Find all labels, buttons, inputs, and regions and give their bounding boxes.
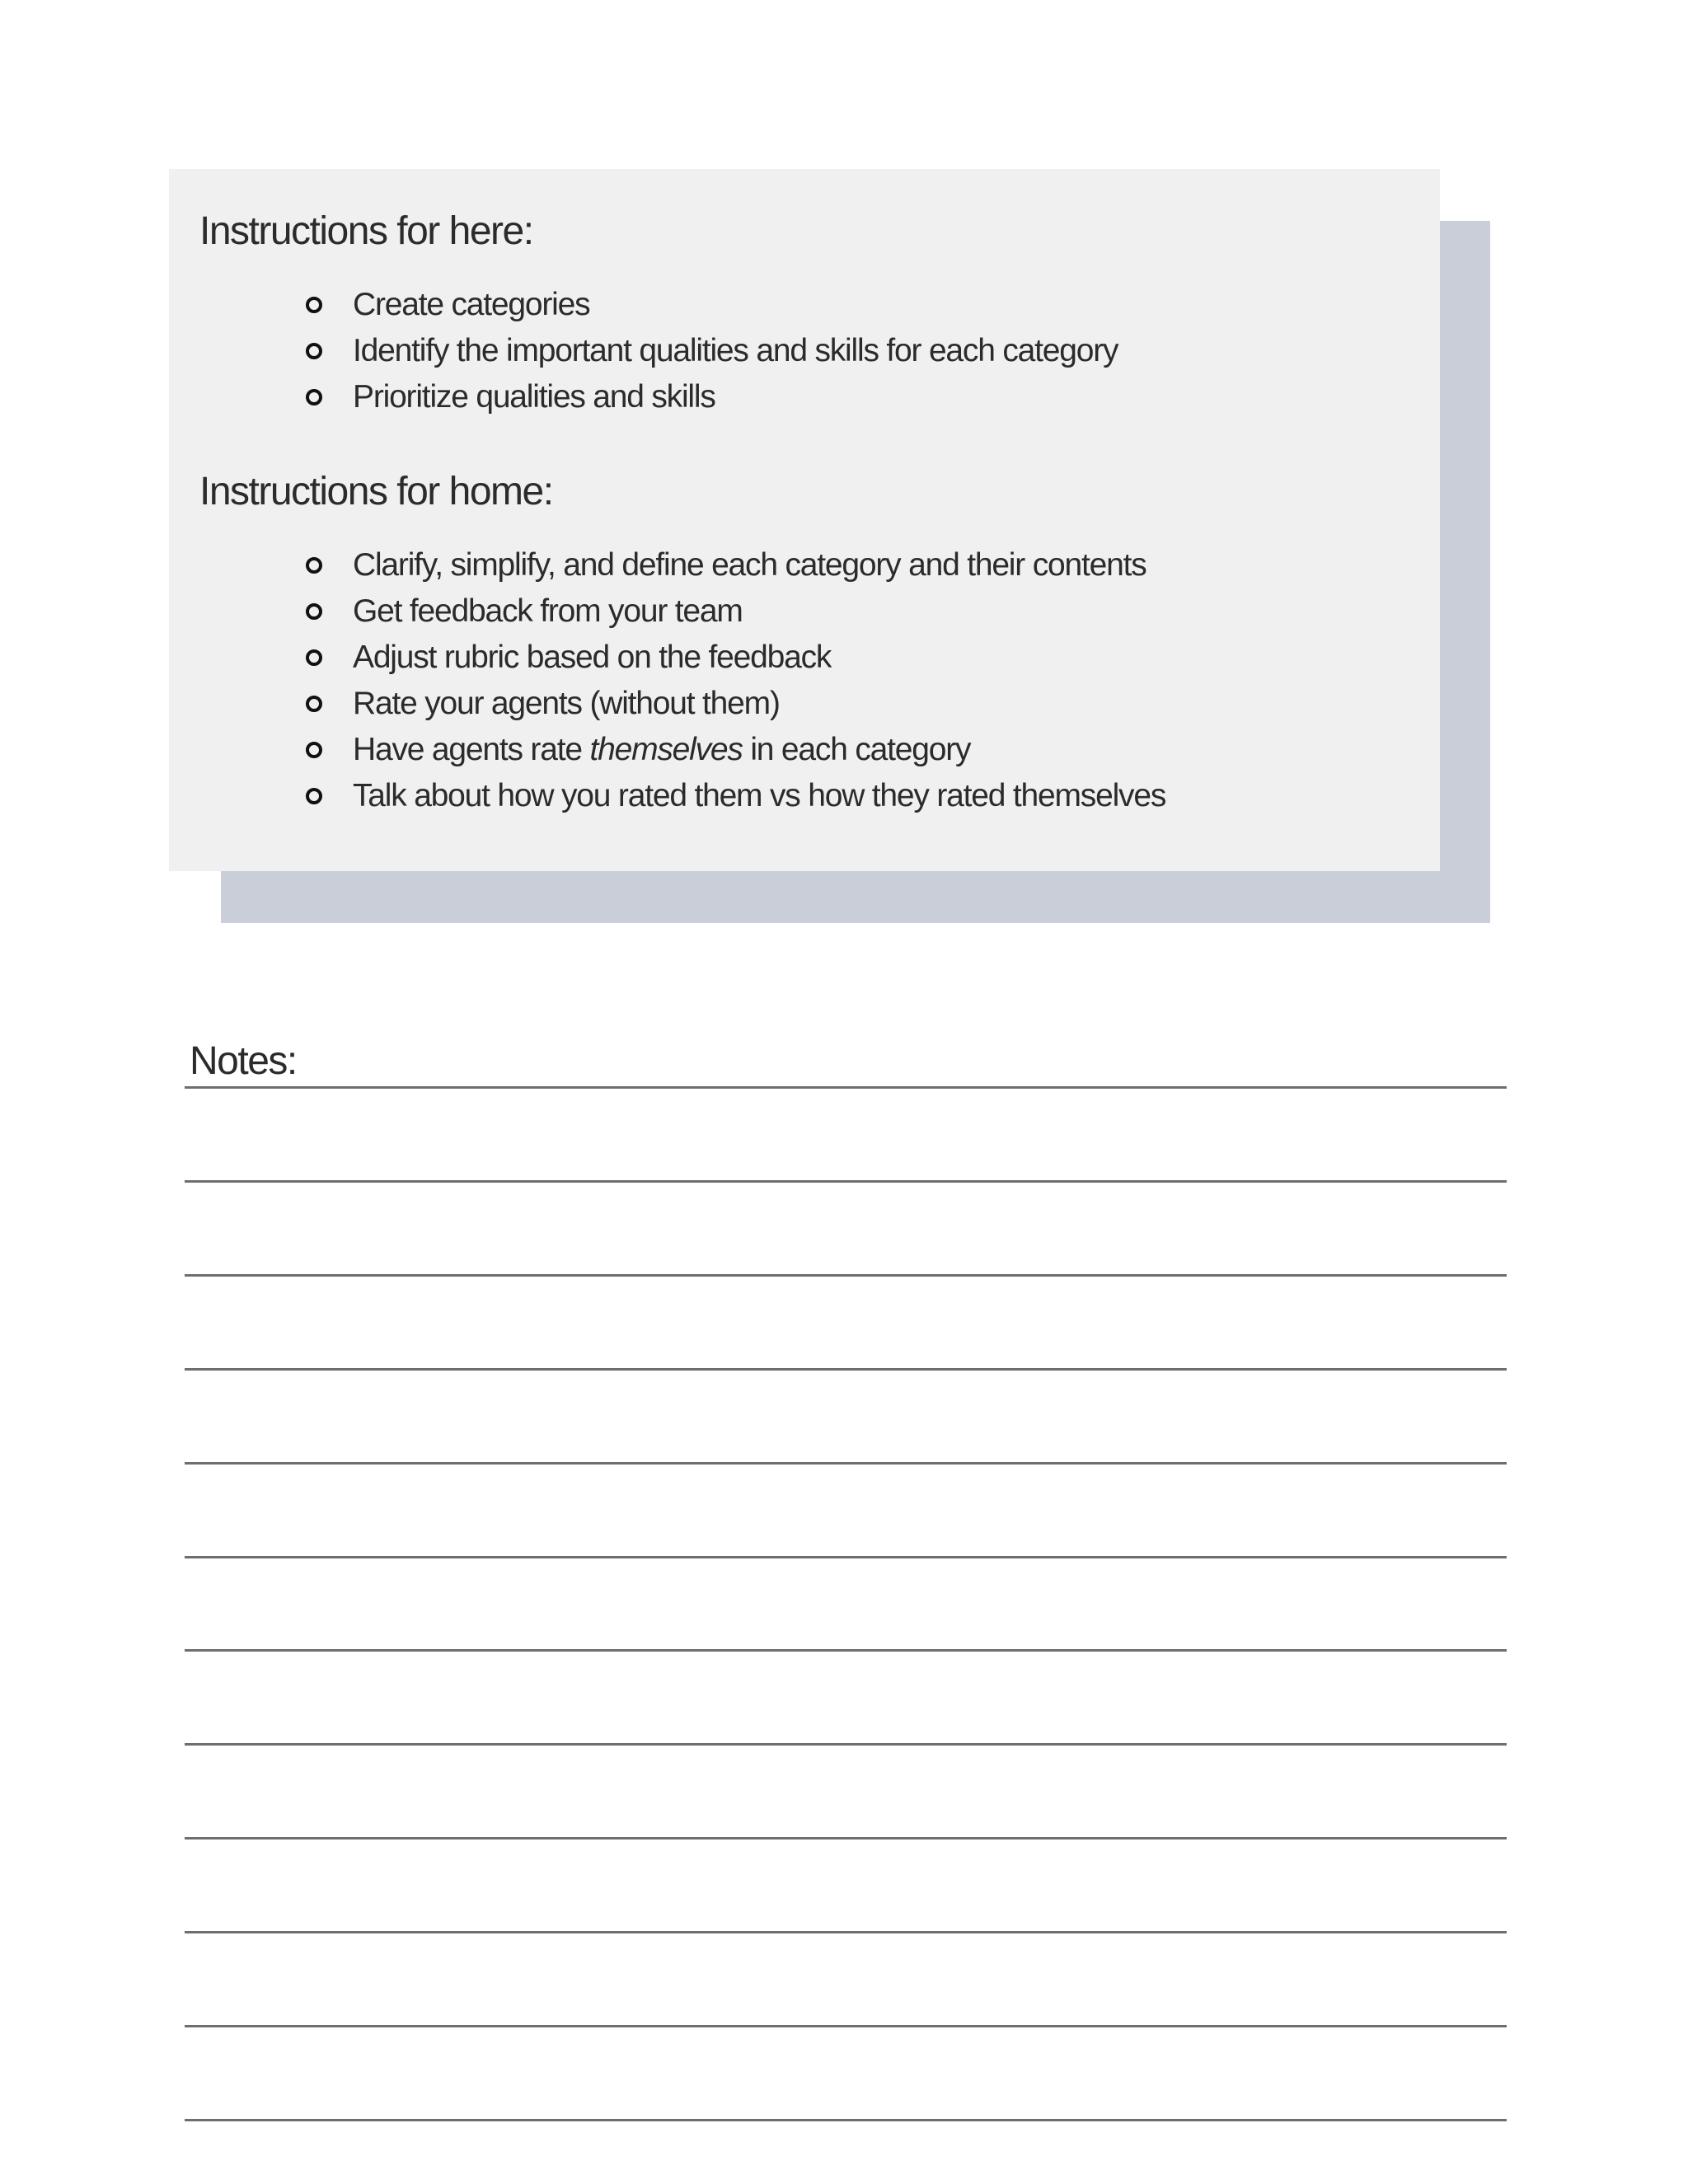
note-line <box>185 1462 1507 1465</box>
bullet-icon <box>306 389 322 405</box>
instructions-here-list <box>169 282 1118 420</box>
list-item-text: Create categories <box>353 287 590 322</box>
note-line <box>185 1086 1507 1089</box>
note-line <box>185 1368 1507 1371</box>
bullet-icon <box>306 297 322 313</box>
note-line <box>185 1274 1507 1277</box>
instructions-home-list <box>169 542 1165 819</box>
list-item <box>169 542 1165 588</box>
list-item-text: Prioritize qualities and skills <box>353 379 715 415</box>
list-item <box>169 635 1165 681</box>
list-item <box>169 681 1165 727</box>
list-item-text: Clarify, simplify, and define each category and their contents <box>353 547 1146 583</box>
note-line <box>185 1649 1507 1652</box>
bullet-icon <box>306 649 322 666</box>
bullet-icon <box>306 557 322 574</box>
list-item-text: Identify the important qualities and skills for each category <box>353 333 1118 368</box>
instructions-panel <box>169 169 1440 871</box>
list-item <box>169 773 1165 819</box>
list-item-text: Rate your agents (without them) <box>353 686 780 721</box>
list-item-text: Adjust rubric based on the feedback <box>353 640 832 675</box>
note-line <box>185 1837 1507 1840</box>
list-item <box>169 588 1165 635</box>
list-item <box>169 328 1118 374</box>
list-item-text: in each category <box>742 732 971 767</box>
notes-label: Notes: <box>190 1039 297 1083</box>
bullet-icon <box>306 788 322 804</box>
list-item <box>169 727 1165 773</box>
instructions-home-heading: Instructions for home: <box>199 470 553 513</box>
instructions-here-heading: Instructions for here: <box>199 209 533 253</box>
list-item-text: Have agents rate <box>353 732 590 767</box>
bullet-icon <box>306 603 322 620</box>
bullet-icon <box>306 343 322 359</box>
list-item <box>169 374 1118 420</box>
list-item <box>169 282 1118 328</box>
bullet-icon <box>306 742 322 758</box>
note-line <box>185 1931 1507 1933</box>
bullet-icon <box>306 696 322 712</box>
list-item-text: Talk about how you rated them vs how they rated themselves <box>353 778 1166 813</box>
note-line <box>185 1556 1507 1558</box>
note-line <box>185 1180 1507 1183</box>
list-item-emphasis: themselves <box>589 732 743 767</box>
note-line <box>185 2025 1507 2027</box>
note-line <box>185 1743 1507 1746</box>
list-item-text: Get feedback from your team <box>353 593 743 629</box>
note-line <box>185 2119 1507 2121</box>
